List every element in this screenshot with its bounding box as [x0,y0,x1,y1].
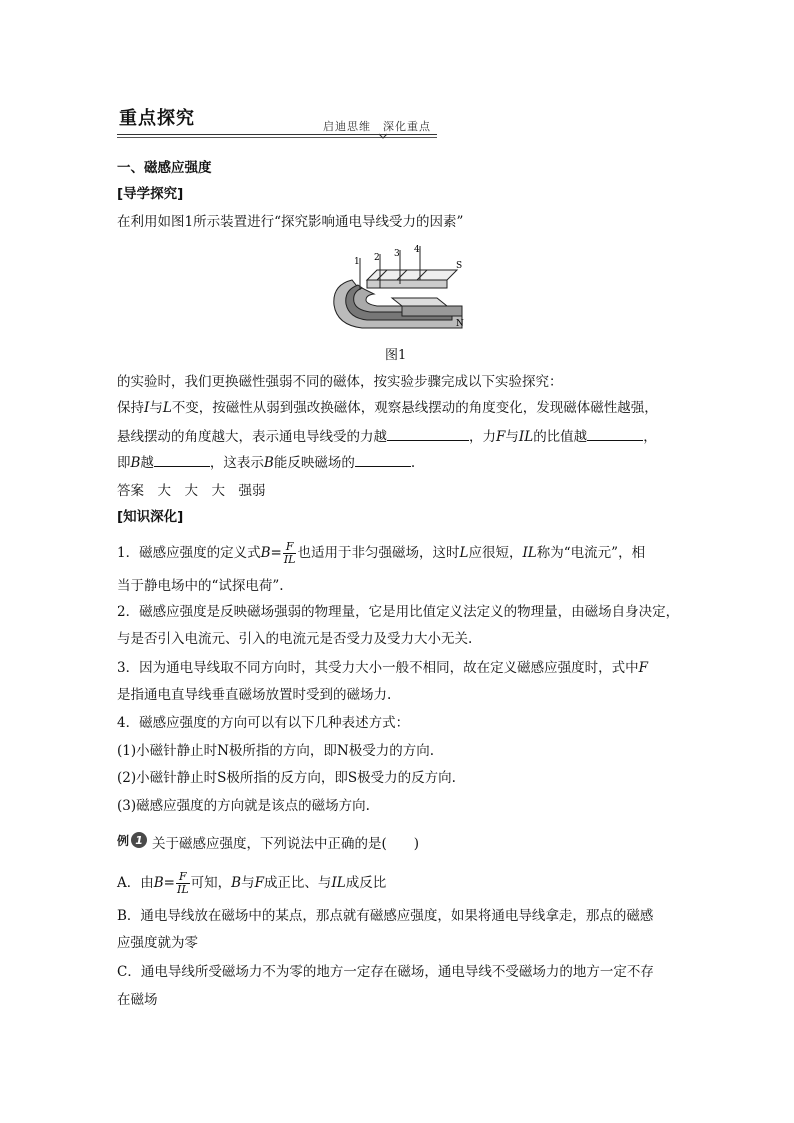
var-B: B [263,455,274,471]
text-span: 3．因为通电导线取不同方向时，其受力大小一般不相同，故在定义磁感应强度时，式中 [117,660,639,676]
paragraph-line-2 [117,426,657,447]
knowledge-item-1-cont: 当于静电场中的“试探电荷”. [117,578,284,594]
var-B: B [260,545,271,561]
var-L: L [459,545,469,561]
after-figure-text: 的实验时，我们更换磁性强弱不同的磁体，按实验步骤完成以下实验探究： [117,374,563,390]
example-badge [117,830,147,850]
text-span: 悬线摆动的角度越大，表示通电导线受的力越 [117,429,387,445]
text-span: 不变，按磁性从弱到强改换磁体，观察悬线摆动的角度变化，发现磁体磁性越强， [171,400,658,416]
text-span: 与 [149,400,163,416]
text-span: 成正比、与 [263,875,332,891]
var-B: B [153,875,164,891]
knowledge-item-2-cont: 与是否引入电流元、引入的电流元是否受力及受力大小无关. [117,631,473,647]
header-subtitle: 启迪思维 深化重点 [323,120,431,133]
fraction-numerator: F [176,871,190,884]
option-b[interactable]: B．通电导线放在磁场中的某点，那点就有磁感应强度，如果将通电导线拿走，那点的磁感 [117,908,654,924]
text-span: = [163,875,175,891]
var-F: F [496,429,506,445]
guide-label: [导学探究] [117,186,184,202]
intro-text: 在利用如图1所示装置进行“探究影响通电导线受力的因素” [117,214,464,230]
option-c-cont: 在磁场 [117,992,158,1008]
text-span: 称为“电流元”，相 [536,545,646,561]
section-heading: 一、磁感应强度 [117,160,212,176]
var-B: B [231,875,242,891]
text-span: 应很短， [468,545,523,561]
knowledge-label: [知识深化] [117,509,184,525]
var-IL: IL [522,545,537,561]
header-title: 重点探究 [119,108,195,129]
example-question: 关于磁感应强度，下列说法中正确的是( ) [152,836,420,852]
header-rule [117,134,437,135]
text-span: 越 [140,455,154,471]
fraction-denominator: IL [283,553,296,566]
text-span: ，这表示 [209,455,264,471]
text-span: ， [643,429,657,445]
figure-label-2: 2 [374,253,380,263]
var-F: F [638,660,648,676]
fraction-denominator: IL [176,883,189,896]
knowledge-item-4-2: (2)小磁针静止时S极所指的反方向，即S极受力的反方向. [117,770,456,786]
var-I: I [144,400,150,416]
answer-blank-1[interactable] [387,426,469,441]
fraction-F-over-IL [176,871,190,896]
option-c[interactable]: C．通电导线所受磁场力不为零的地方一定存在磁场，通电导线不受磁场力的地方一定不存 [117,964,654,980]
var-IL: IL [331,875,346,891]
fraction-numerator: F [283,541,297,554]
example-number: 1 [131,832,147,848]
var-B: B [130,455,141,471]
var-L: L [162,400,172,416]
header-rule-thin [117,137,437,138]
answer-blank-4[interactable] [355,452,411,467]
option-b-cont: 应强度就为零 [117,935,198,951]
figure-label-n: N [456,319,464,329]
figure-caption: 图1 [385,348,407,363]
text-span: 可知， [190,875,232,891]
paragraph-line-1 [117,398,658,418]
figure-label-1: 1 [354,257,360,267]
text-span: ，力 [469,429,496,445]
paragraph-line-3 [117,452,415,473]
figure-label-4: 4 [414,245,420,255]
example-label: 例 [117,833,130,848]
knowledge-item-3-cont: 是指通电直导线垂直磁场放置时受到的磁场力. [117,687,392,703]
var-F: F [254,875,264,891]
answer-blank-2[interactable] [587,426,643,441]
text-span: 1．磁感应强度的定义式 [117,545,261,561]
magnet-apparatus-figure [322,240,472,340]
section-header [117,104,437,144]
text-span: 能反映磁场的 [273,455,355,471]
text-span: 成反比 [345,875,387,891]
text-span: = [270,545,282,561]
header-notch-icon [379,132,387,140]
text-span: A．由 [117,875,154,891]
text-span: . [410,455,416,471]
text-span: 也适用于非匀强磁场，这时 [297,545,460,561]
knowledge-item-4: 4．磁感应强度的方向可以有以下几种表述方式： [117,715,410,731]
text-span: 保持 [117,400,144,416]
answer-blank-3[interactable] [154,452,210,467]
text-span: 与 [505,429,519,445]
figure-label-s: S [456,261,463,271]
option-a[interactable] [117,871,386,896]
text-span: 的比值越 [533,429,588,445]
knowledge-item-2: 2．磁感应强度是反映磁场强弱的物理量，它是用比值定义法定义的物理量，由磁场自身决定， [117,604,680,620]
text-span: 与 [241,875,255,891]
knowledge-item-4-3: (3)磁感应强度的方向就是该点的磁场方向. [117,798,370,814]
var-IL: IL [518,429,534,445]
knowledge-item-4-1: (1)小磁针静止时N极所指的方向，即N极受力的方向. [117,743,435,759]
text-span: 即 [117,455,131,471]
knowledge-item-3 [117,658,648,678]
figure-label-3: 3 [394,249,400,259]
fraction-F-over-IL [283,541,297,566]
answer-line: 答案 大 大 大 强弱 [117,483,266,499]
knowledge-item-1 [117,541,645,566]
